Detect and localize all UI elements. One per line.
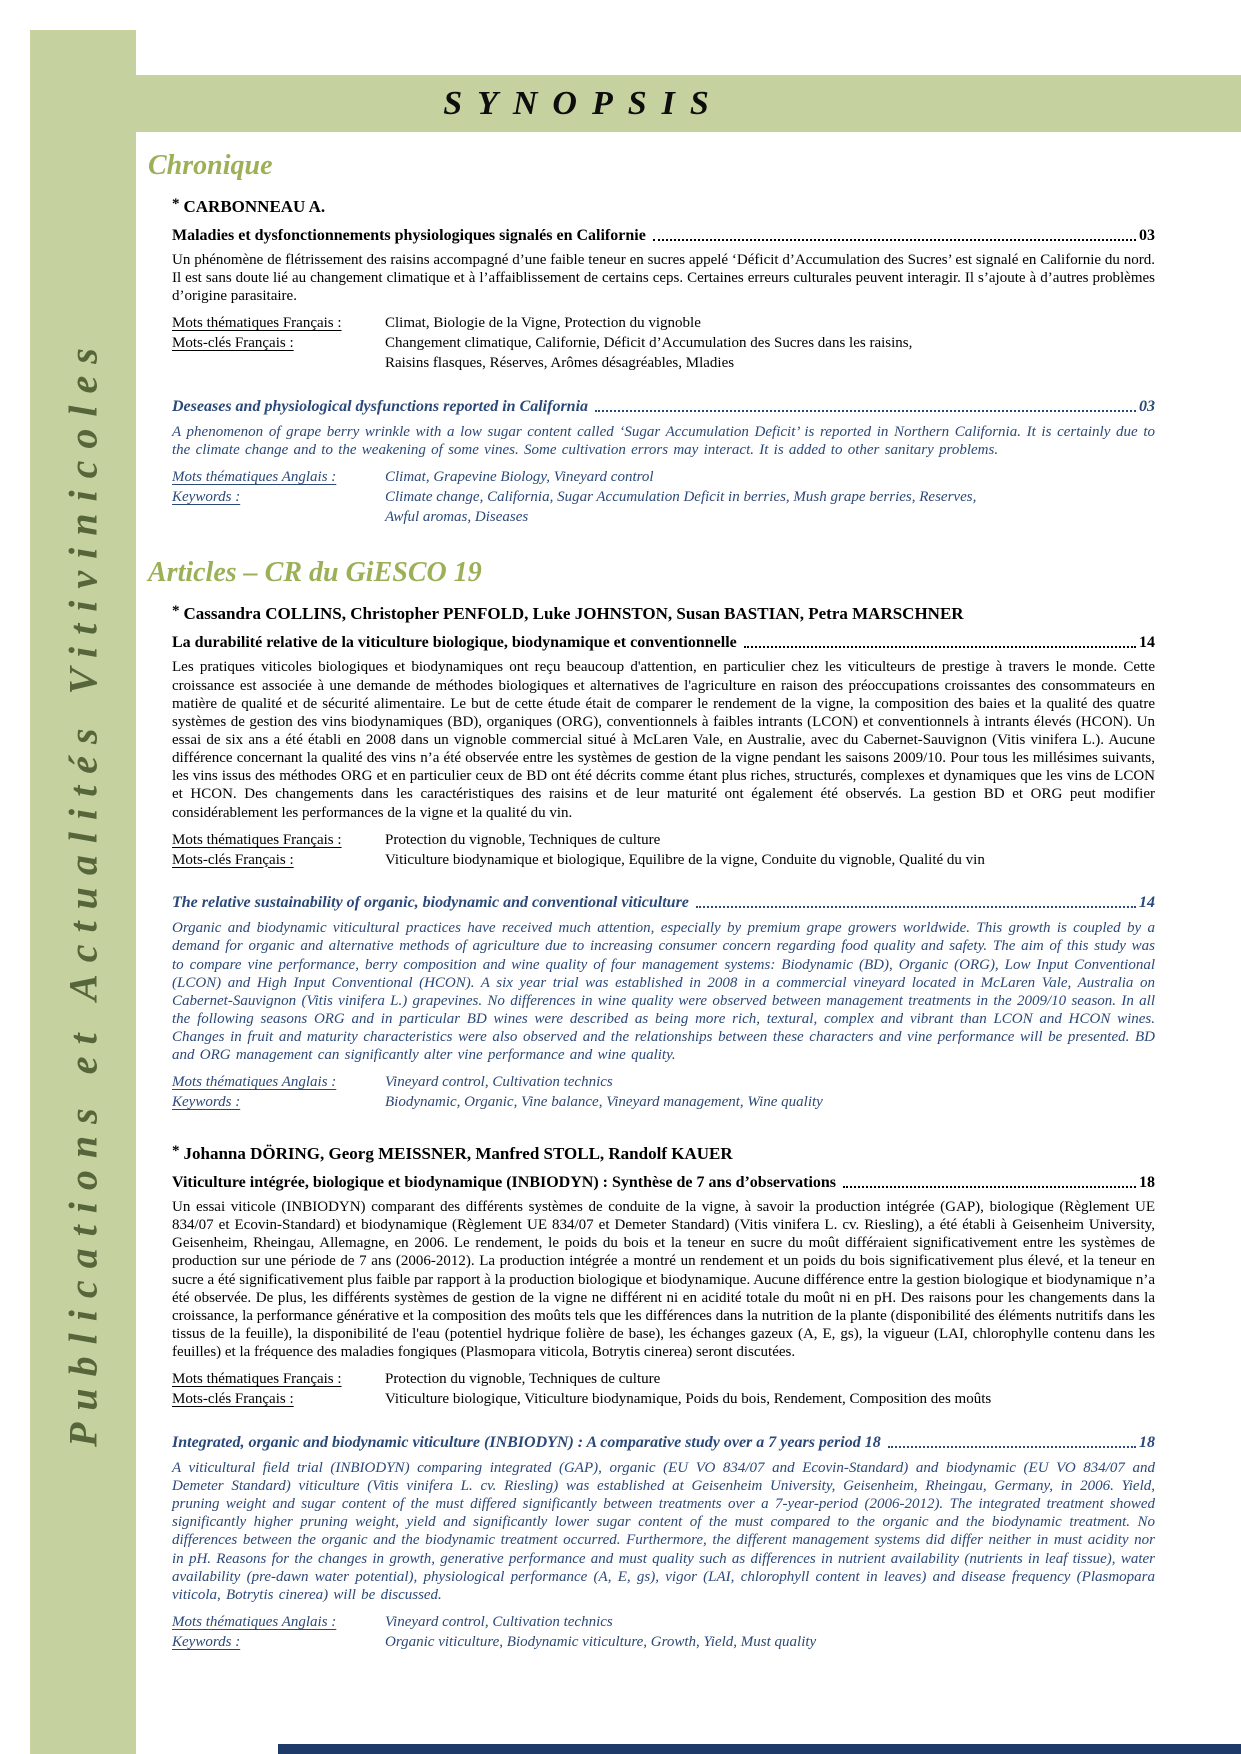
article-title-fr: Maladies et dysfonctionnements physiologiques signalés en Californie: [172, 227, 646, 244]
section-heading-articles: Articles – CR du GiESCO 19: [148, 557, 482, 589]
meta-value-keywords-en: [385, 488, 1155, 528]
meta-label-keywords-en: Keywords :: [172, 1633, 241, 1650]
meta-value-keywords-en: Biodynamic, Organic, Vine balance, Vineyard management, Wine quality: [385, 1094, 823, 1111]
meta-label-keywords-fr: Mots-clés Français :: [172, 1391, 294, 1408]
meta-fr: [172, 831, 1155, 871]
article-title-en: Integrated, organic and biodynamic viticulture (INBIODYN) : A comparative study over a 7 years period 18: [172, 1433, 881, 1451]
article-title-fr: La durabilité relative de la viticulture biologique, biodynamique et conventionnelle: [172, 634, 737, 652]
meta-label-keywords-en: Keywords :: [172, 488, 241, 505]
meta-row-themes-en: [172, 1073, 1155, 1093]
article-title-en-row: [172, 1434, 1155, 1452]
authors-line: [172, 196, 1155, 217]
meta-value-themes-fr: Protection du vignoble, Techniques de culture: [385, 831, 661, 848]
meta-row-keywords-fr: [172, 851, 1155, 871]
article-entry-doring: [172, 1143, 1155, 1653]
abstract-fr: Les pratiques viticoles biologiques et biodynamiques ont reçu beaucoup d'attention, en particulier chez les viticulteurs de prestige à travers le monde. Cette croissance est associée à une demande de méthodes biologiques et alternatives de l'agriculture en raison des préoccupations croissantes des consommateurs en matière de qualité et de sécurité alimentaire. Le but de cette étude était de comparer le rendement de la vigne, la composition des baies et la qualité des quatre systèmes de gestion des vins biodynamiques (BD), organiques (ORG), conventionnels à faibles intrants (LCON) et conventionnels à intrants élevés (HCON). Un essai de six ans a été établi en 2008 dans un vignoble commercial situé à McLaren Vale, en Australie, avec du Cabernet-Sauvignon (Vitis vinifera L.). Aucune différence concernant la qualité des vins n’a été observée entre les systèmes de gestion de la vigne pendant les saisons 2009/10. Pour tous les millésimes suivants, les vins issus des méthodes ORG et en particulier ceux de BD ont été décrits comme étant plus riches, structurés, complexes et dynamiques que les vins de LCON et HCON. Des changements dans les caractéristiques des raisins et de leur maturité ont également été observés. La gestion BD et ORG peut modifier considérablement les performances de la vigne et la qualité du vin.: [172, 659, 1155, 821]
asterisk-mark: *: [172, 1143, 180, 1160]
meta-value-themes-fr: Climat, Biologie de la Vigne, Protection du vignoble: [385, 315, 701, 332]
meta-value-themes-fr: Protection du vignoble, Techniques de culture: [385, 1371, 661, 1388]
english-block: [172, 894, 1155, 1113]
page-title: SYNOPSIS: [443, 84, 724, 122]
article-title-fr-row: [172, 227, 1155, 245]
abstract-en: Organic and biodynamic viticultural practices have received much attention, especially by premium grape growers worldwide. This growth is coupled by a demand for organic and alternative methods of agriculture due to increasing consumer concern regarding food quality and safety. The aim of this study was to compare vine performance, berry composition and wine quality of four management systems: Biodynamic (BD), Organic (ORG), Low Input Conventional (LCON) and High Input Conventional (HCON). A six year trial was established in 2008 in a commercial vineyard located in McLaren Vale, Australia on Cabernet-Sauvignon (Vitis vinifera L.) grapevines. No differences in wine quality were observed between management treatments in the 2009/10 season. In all the following seasons ORG and in particular BD wines were described as being more rich, textural, complex and vibrant than LCON and HCON wines. Changes in fruit and maturity characteristics were also observed and the relationships between these characters and vine performance will be presented. BD and ORG management can significantly alter vine performance and wine quality.: [172, 920, 1155, 1064]
page-number: 18: [1139, 1174, 1155, 1192]
article-title-en-row: [172, 894, 1155, 912]
meta-row-themes-fr: [172, 1370, 1155, 1390]
meta-label-keywords-en: Keywords :: [172, 1094, 241, 1111]
meta-label-keywords-fr: Mots-clés Français :: [172, 851, 294, 868]
authors-names: CARBONNEAU A.: [183, 197, 326, 216]
meta-fr: [172, 1370, 1155, 1410]
abstract-en: A phenomenon of grape berry wrinkle with a low sugar content called ‘Sugar Accumulation Deficit’ is reported in Northern California. It is certainly due to the climate change and to the weakening of some vines. Some cultivation errors may interact. It is added to other sanitary problems.: [172, 423, 1155, 458]
page-number: 14: [1139, 634, 1155, 652]
meta-value-themes-en: Climat, Grapevine Biology, Vineyard control: [385, 469, 654, 486]
meta-label-themes-fr: Mots thématiques Français :: [172, 315, 342, 332]
page-number: 14: [1139, 894, 1155, 912]
sidebar-title: Publications et Actualités Vitivinicoles: [60, 336, 106, 1448]
dotted-leader: [653, 227, 1136, 241]
meta-fr: [172, 314, 1155, 373]
meta-label-themes-en: Mots thématiques Anglais :: [172, 1614, 337, 1631]
meta-row-themes-fr: [172, 314, 1155, 334]
meta-value-keywords-fr: Viticulture biologique, Viticulture biodynamique, Poids du bois, Rendement, Composition des moûts: [385, 1391, 992, 1408]
meta-value-keywords-fr: Viticulture biodynamique et biologique, Equilibre de la vigne, Conduite du vignoble, Qualité du vin: [385, 851, 985, 868]
article-title-fr: Viticulture intégrée, biologique et biodynamique (INBIODYN) : Synthèse de 7 ans d’observations: [172, 1174, 837, 1192]
article-entry-carbonneau: [172, 196, 1155, 527]
dotted-leader: [843, 1174, 1136, 1188]
asterisk-mark: *: [172, 196, 180, 212]
meta-value-themes-en: Vineyard control, Cultivation technics: [385, 1074, 613, 1091]
meta-label-themes-fr: Mots thématiques Français :: [172, 1371, 342, 1388]
dotted-leader: [744, 634, 1136, 648]
meta-value-themes-en: Vineyard control, Cultivation technics: [385, 1614, 613, 1631]
english-block: [172, 1434, 1155, 1653]
article-title-en: The relative sustainability of organic, biodynamic and conventional viticulture: [172, 894, 689, 912]
meta-value-keywords-fr: [385, 334, 1155, 374]
meta-en: [172, 468, 1155, 527]
authors-names: Cassandra COLLINS, Christopher PENFOLD, Luke JOHNSTON, Susan BASTIAN, Petra MARSCHNER: [183, 604, 964, 624]
meta-row-themes-en: [172, 1613, 1155, 1633]
authors-line: [172, 1143, 1155, 1164]
meta-row-keywords-en: [172, 1093, 1155, 1113]
page-number: 18: [1139, 1433, 1155, 1451]
article-title-fr-row: [172, 1174, 1155, 1192]
meta-value-keywords-en: Organic viticulture, Biodynamic viticulture, Growth, Yield, Must quality: [385, 1633, 817, 1650]
article-title-fr-row: [172, 634, 1155, 652]
meta-row-keywords-en: [172, 488, 1155, 528]
authors-names: Johanna DÖRING, Georg MEISSNER, Manfred STOLL, Randolf KAUER: [183, 1144, 733, 1164]
article-title-en-row: [172, 398, 1155, 416]
section-heading-chronique: Chronique: [148, 150, 273, 181]
meta-row-themes-fr: [172, 831, 1155, 851]
asterisk-mark: *: [172, 603, 180, 620]
meta-row-keywords-fr: [172, 334, 1155, 374]
article-title-en: Deseases and physiological dysfunctions reported in California: [172, 397, 589, 415]
article-entry-collins: [172, 603, 1155, 1113]
keywords-line-2: Raisins flasques, Réserves, Arômes désagréables, Mladies: [385, 355, 735, 372]
sidebar: [30, 30, 136, 1754]
dotted-leader: [696, 894, 1136, 908]
meta-label-themes-fr: Mots thématiques Français :: [172, 831, 342, 848]
meta-row-keywords-en: [172, 1633, 1155, 1653]
dotted-leader: [595, 398, 1136, 412]
abstract-fr: Un phénomène de flétrissement des raisins accompagné d’une faible teneur en sucres appelé ‘Déficit d’Accumulation des Sucres’ est signalé en Californie du nord. Il est sans doute lié au changement climatique et à l’affaiblissement de certains ceps. Certaines erreurs culturales peuvent interagir. Il s’ajoute à d’autres problèmes d’origine parasitaire.: [172, 252, 1155, 305]
english-block: [172, 398, 1155, 528]
header-band: [136, 75, 1241, 132]
keywords-line-1: Climate change, California, Sugar Accumulation Deficit in berries, Mush grape berries, Reserves,: [385, 488, 977, 505]
abstract-en: A viticultural field trial (INBIODYN) comparing integrated (GAP), organic (EU VO 834/07 and Ecovin-Standard) and biodynamic (EU VO 834/07 and Demeter Standard) viticulture (Vitis vinifera L. cv. Riesling) was established at Geisenheim University, Geisenheim, Rheingau, Germany, in 2006. Yield, pruning weight and sugar content of the must differed significantly between treatments over a 7-year-period (2006-2012). The integrated treatment showed significantly higher pruning weight, yield and significantly lower sugar content of the must compared to the organic and the biodynamic treatment. No differences between the organic and the biodynamic treatment occurred. Furthermore, the different management systems did differ neither in must acidity nor in pH. Reasons for the changes in growth, generative performance and must quality such as differences in nutrient availability (nutrients in leaf tissue), water availability (pre-dawn water potential), physiological performance (A, E, gs), vigor (LAI, chlorophyll content in leaves) and disease frequency (Plasmopara viticola, Botrytis cinerea) will be discussed.: [172, 1459, 1155, 1603]
meta-en: [172, 1073, 1155, 1113]
meta-row-themes-en: [172, 468, 1155, 488]
footer-bar: [278, 1744, 1241, 1754]
meta-en: [172, 1613, 1155, 1653]
meta-row-keywords-fr: [172, 1390, 1155, 1410]
keywords-line-1: Changement climatique, Californie, Déficit d’Accumulation des Sucres dans les raisins,: [385, 335, 913, 352]
authors-line: [172, 603, 1155, 624]
meta-label-themes-en: Mots thématiques Anglais :: [172, 1074, 337, 1091]
meta-label-keywords-fr: Mots-clés Français :: [172, 335, 294, 352]
page-number: 03: [1139, 397, 1155, 415]
dotted-leader: [888, 1434, 1136, 1448]
abstract-fr: Un essai viticole (INBIODYN) comparant des différents systèmes de conduite de la vigne, à savoir la production intégrée (GAP), biologique (Règlement UE 834/07 et Ecovin-Standard) et biodynamique (Règlement UE 834/07 et Demeter Standard) (Vitis vinifera L. cv. Riesling), a été établi à Geisenheim University, Geisenheim, Rheingau, Allemagne, en 2006. Le rendement, le poids du bois et la teneur en sucre du moût différaient significativement entre les systèmes de production sur une période de 7 ans (2006-2012). La production intégrée a montré un rendement et un poids du bois significativement plus élevé, et la teneur en sucre a été significativement plus faible par rapport à la production biologique et biodynamique. Aucune différence entre la gestion biologique et biodynamique n’a été observée. De plus, les différents systèmes de gestion de la vigne ne différent ni en acidité totale du moût ni en pH. Des raisons pour les changements dans la croissance, la performance générative et la composition des moûts tels que les différences dans la nutrition de la plante (disponibilité des éléments nutritifs dans les tissus de la feuille), la disponibilité de l'eau (potentiel hydrique folière de base), les échanges gazeux (A, E, gs), la vigueur (LAI, chlorophylle contenu dans les feuilles) et la fréquence des maladies fongiques (Plasmopara viticola, Botrytis cinerea) seront discutées.: [172, 1199, 1155, 1361]
content-area: [148, 150, 1155, 1683]
keywords-line-2: Awful aromas, Diseases: [385, 508, 529, 525]
meta-label-themes-en: Mots thématiques Anglais :: [172, 469, 337, 486]
page-number: 03: [1139, 227, 1155, 244]
